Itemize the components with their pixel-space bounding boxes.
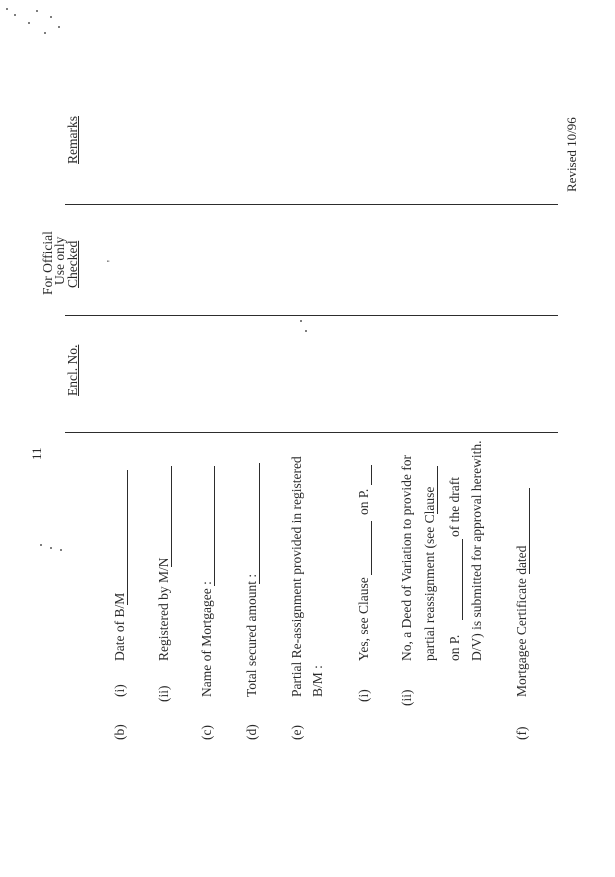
column-divider-right <box>65 204 558 205</box>
item-e-i-text-b: on P. <box>356 488 371 515</box>
item-e-i-text-a: Yes, see Clause <box>356 577 371 661</box>
e-ii-page-line <box>462 539 463 620</box>
item-f-label: (f) <box>514 726 529 740</box>
scan-speck <box>6 8 8 10</box>
item-b-i-label: (i) <box>112 684 127 697</box>
scan-speck <box>58 26 60 28</box>
column-divider-left <box>65 432 558 433</box>
c-answer-line <box>214 466 215 586</box>
scan-speck <box>300 320 302 322</box>
item-b-i-text: Date of B/M <box>112 592 127 661</box>
item-d-text: Total secured amount : <box>244 573 259 697</box>
item-e-label: (e) <box>289 725 304 740</box>
scan-speck <box>50 547 52 549</box>
column-divider-mid <box>65 315 558 316</box>
item-b-ii-label: (ii) <box>156 685 171 702</box>
item-e-text-line1: Partial Re-assignment provided in registered <box>289 456 304 697</box>
encl-no-header: Encl. No. <box>65 344 80 396</box>
item-e-ii-line3a: on P. <box>447 634 462 661</box>
remarks-header: Remarks <box>65 116 80 164</box>
scan-speck <box>44 32 46 34</box>
scan-speck <box>305 330 307 332</box>
e-i-clause-line <box>371 521 372 575</box>
item-c-text: Name of Mortgagee : <box>199 581 214 697</box>
item-e-text-line2: B/M : <box>310 665 325 697</box>
item-b-label: (b) <box>112 724 127 740</box>
item-e-ii-line1: No, a Deed of Variation to provide for <box>399 455 414 661</box>
f-answer-line <box>529 488 530 574</box>
item-e-ii-line2: partial reassignment (see Clause <box>422 486 437 661</box>
scan-speck <box>60 549 62 551</box>
scan-mark: ' <box>106 260 117 262</box>
scan-speck <box>14 14 16 16</box>
item-e-ii-label: (ii) <box>399 689 414 706</box>
b-ii-answer-line <box>171 466 172 567</box>
official-header-line2: Use only <box>52 236 67 285</box>
item-b-ii-text: Registered by M/N <box>156 557 171 661</box>
official-header-line1: For Official <box>40 231 55 295</box>
item-d-label: (d) <box>244 724 259 740</box>
item-e-ii-line4: D/V) is submitted for approval herewith. <box>469 440 484 661</box>
scan-speck <box>40 544 42 546</box>
d-answer-line <box>259 463 260 584</box>
scan-speck <box>28 22 30 24</box>
b-i-answer-line <box>127 470 128 605</box>
revision-note: Revised 10/96 <box>564 117 579 192</box>
page-number: 11 <box>29 447 44 460</box>
item-f-text: Mortgagee Certificate dated <box>514 545 529 697</box>
e-ii-clause-line <box>437 466 438 514</box>
official-header-line3: Checked <box>65 240 80 288</box>
item-e-i-label: (i) <box>356 689 371 702</box>
scan-speck <box>50 16 52 18</box>
e-i-page-line <box>371 465 372 485</box>
item-c-label: (c) <box>199 725 214 740</box>
item-e-ii-line3b: of the draft <box>447 477 462 537</box>
scan-speck <box>36 10 38 12</box>
